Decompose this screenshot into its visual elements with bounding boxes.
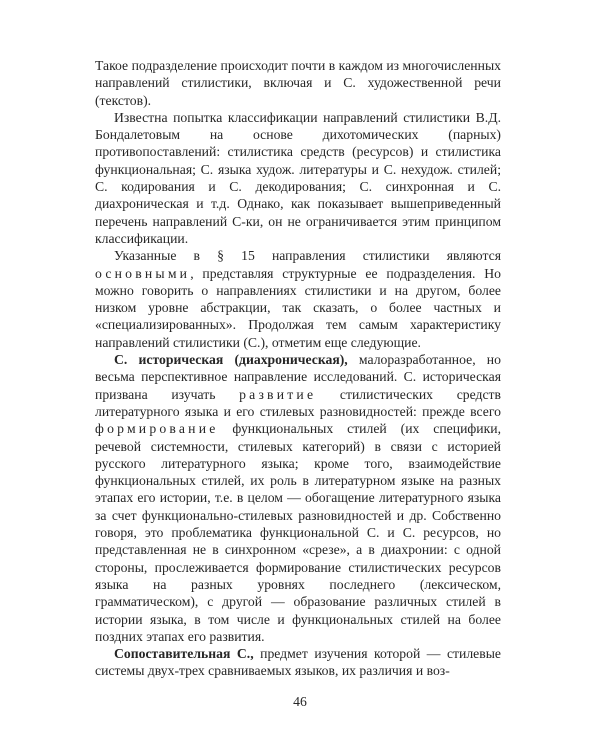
paragraph-2-text: Известна попытка классификации направлений стилистики В.Д. Бондалетовым на основе дихотомических (парных) противопоставлений: стилистика средств (ресурсов) и стилистика функциональная; С. языка худож. литературы и С. нехудож. стилей; С. кодирования и С. декодирования; С. синхронная и С. диахроническая и т.д. Однако, как показывает вышеприведенный перечень направлений С-ки, он не ограничивается этим принципом классификации. (95, 109, 501, 246)
paragraph-3 (95, 247, 501, 351)
paragraph-2 (95, 109, 501, 247)
paragraph-1-text: Такое подразделение происходит почти в каждом из многочисленных направлений стилистики, включая и С. художественной речи (текстов). (95, 58, 501, 108)
body-text (95, 57, 501, 680)
spaced-word-formirovanie: формирование (95, 421, 219, 437)
paragraph-5 (95, 645, 501, 680)
spaced-word-razvitie: развитие (239, 386, 317, 402)
paragraph-4-text-middle: стилистических средств литературного языка и его стилевых разновидностей: прежде всего (95, 386, 501, 419)
paragraph-3-text-after: , представляя структурные ее подразделения. Но можно говорить о направлениях стилистики и на другом, более низком уровне абстракции, так сказать, о более частных и «специализированных». Продолжая тем самым характеристику направлений стилистики (С.), отметим еще следующие. (95, 265, 501, 350)
paragraph-1 (95, 57, 501, 109)
paragraph-5-text: предмет изучения которой — стилевые системы двух-трех сравниваемых языков, их различия и воз- (95, 646, 501, 679)
term-comparative-stylistics: Сопоставительная С., (114, 646, 254, 662)
spaced-word-osnovnymi: основными (95, 265, 191, 281)
term-historical-stylistics: С. историческая (диахроническая), (114, 352, 348, 368)
paragraph-4 (95, 351, 501, 645)
paragraph-4-text-after: функциональных стилей (их специфики, речевой системности, стилевых категорий) в связи с историей русского литературного языка; кроме того, взаимодействие функциональных стилей, их роль в литературном языке на разных этапах его истории, т.е. в целом — обогащение литературного языка за счет функционально-стилевых разновидностей и др. Собственно говоря, это проблематика функциональной С. и С. ресурсов, но представленная не в синхронном «срезе», а в диахронии: с одной стороны, прослеживается формирование стилистических ресурсов языка на разных уровнях последнего (лексическом, грамматическом), с другой — образование различных стилей в истории языка, в том числе и функциональных стилей на более поздних этапах его развития. (95, 421, 501, 644)
paragraph-3-text-before: Указанные в § 15 направления стилистики являются (114, 248, 501, 264)
page-number: 46 (293, 694, 307, 709)
paragraph-4-text-before: малоразработанное, но весьма перспективное направление исследований. С. историческая призвана изучать (95, 352, 501, 402)
